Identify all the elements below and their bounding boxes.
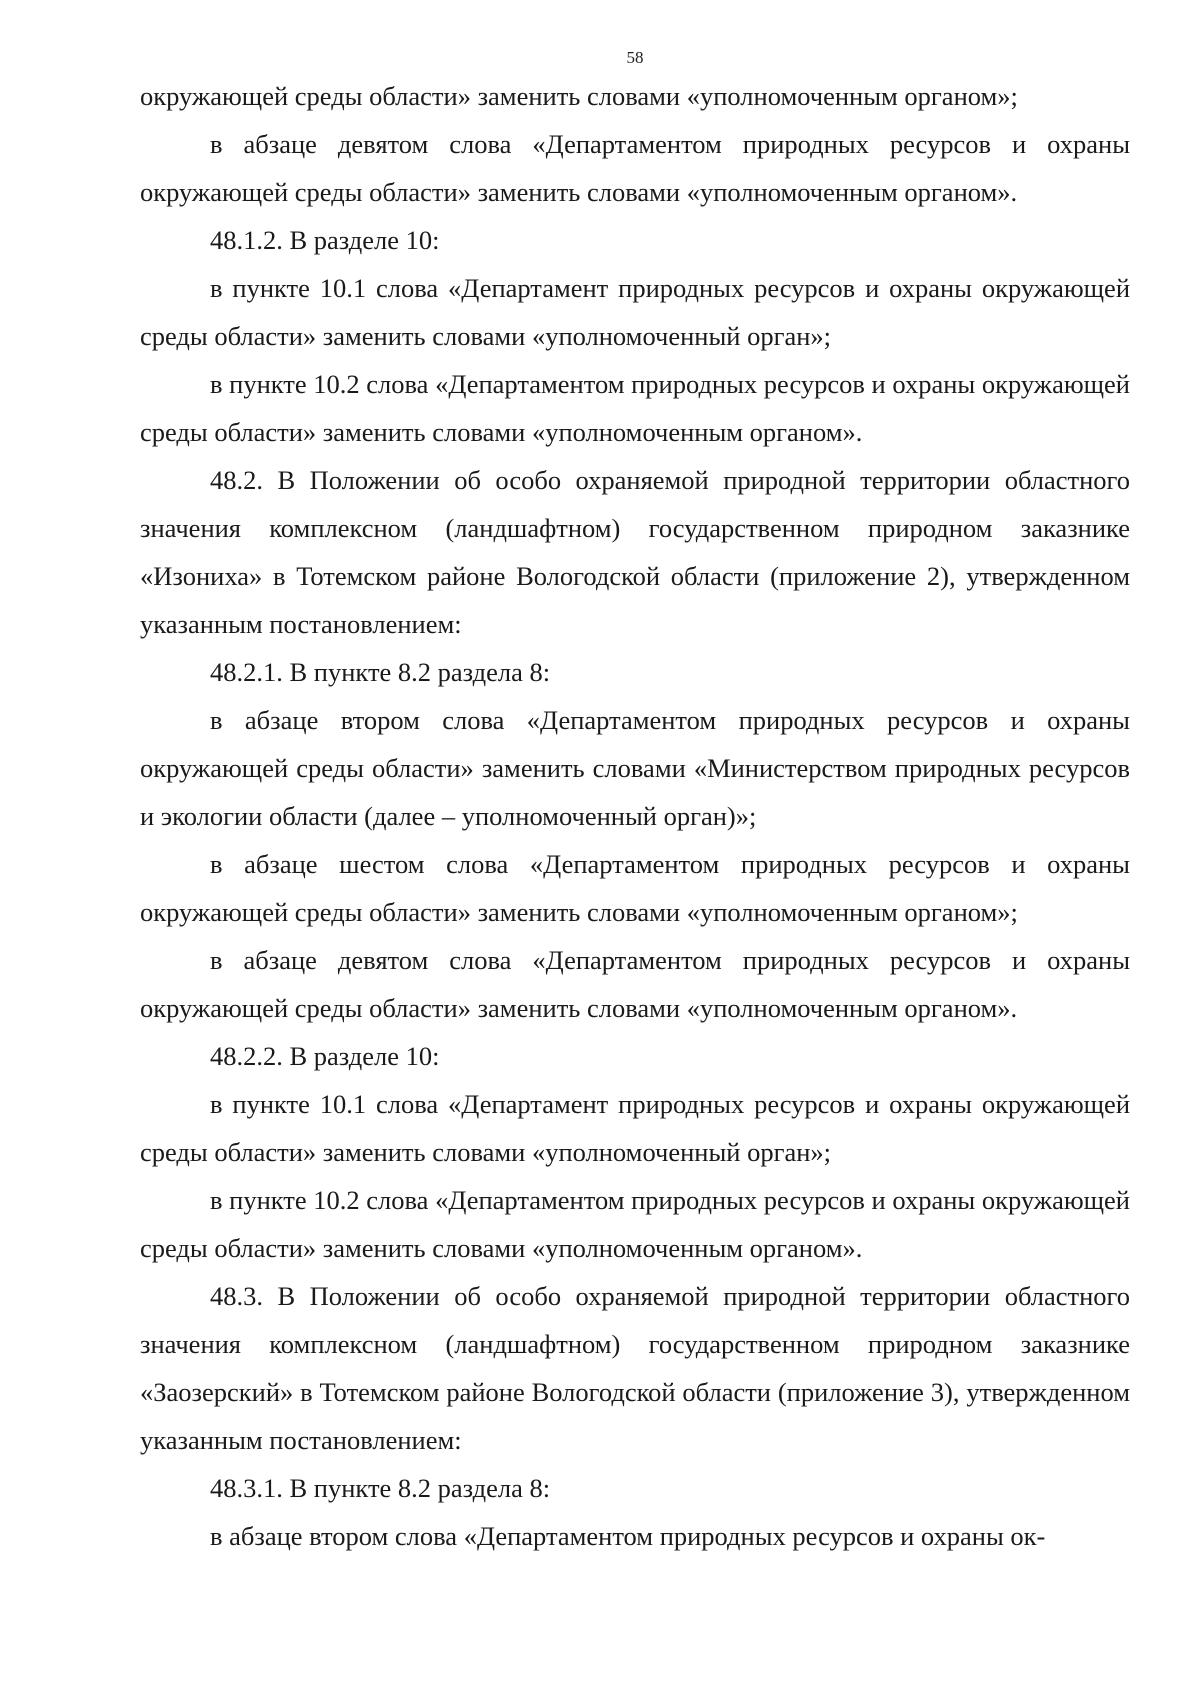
paragraph: 48.2. В Положении об особо охраняемой природной территории областного значения комплексном (ландшафтном) государственном природном заказнике «Изониха» в Тотемском районе Вологодской области (приложение 2), утвержденном указанным постановлением: (140, 465, 1130, 639)
paragraph-last: в абзаце втором слова «Департаментом природных ресурсов и охраны ок- (210, 1521, 1046, 1551)
paragraph: 48.1.2. В разделе 10: (210, 225, 440, 255)
page-number: 58 (626, 48, 644, 67)
paragraph: в пункте 10.1 слова «Департамент природных ресурсов и охраны окружающей среды области» заменить словами «уполномоченный орган»; (140, 1089, 1130, 1167)
paragraph: 48.2.1. В пункте 8.2 раздела 8: (210, 657, 551, 687)
paragraph: в абзаце шестом слова «Департаментом природных ресурсов и охраны окружающей среды области» заменить словами «уполномоченным органом»; (140, 849, 1130, 927)
paragraph: 48.3.1. В пункте 8.2 раздела 8: (210, 1473, 551, 1503)
document-body (140, 72, 1130, 1560)
paragraph: в абзаце втором слова «Департаментом природных ресурсов и охраны окружающей среды области» заменить словами «Министерством природных ресурсов и экологии области (далее – уполномоченный орган)»; (140, 705, 1130, 831)
paragraph: окружающей среды области» заменить словами «уполномоченным органом»; (140, 81, 1018, 111)
paragraph: в пункте 10.2 слова «Департаментом природных ресурсов и охраны окружающей среды области» заменить словами «уполномоченным органом». (140, 1185, 1130, 1263)
paragraph: 48.3. В Положении об особо охраняемой природной территории областного значения комплексном (ландшафтном) государственном природном заказнике «Заозерский» в Тотемском районе Вологодской области (приложение 3), утвержденном указанным постановлением: (140, 1281, 1130, 1455)
paragraph: в абзаце девятом слова «Департаментом природных ресурсов и охраны окружающей среды области» заменить словами «уполномоченным органом». (140, 945, 1130, 1023)
paragraph: 48.2.2. В разделе 10: (210, 1041, 440, 1071)
paragraph: в пункте 10.1 слова «Департамент природных ресурсов и охраны окружающей среды области» заменить словами «уполномоченный орган»; (140, 273, 1130, 351)
paragraph: в пункте 10.2 слова «Департаментом природных ресурсов и охраны окружающей среды области» заменить словами «уполномоченным органом». (140, 369, 1130, 447)
paragraph: в абзаце девятом слова «Департаментом природных ресурсов и охраны окружающей среды области» заменить словами «уполномоченным органом». (140, 129, 1130, 207)
